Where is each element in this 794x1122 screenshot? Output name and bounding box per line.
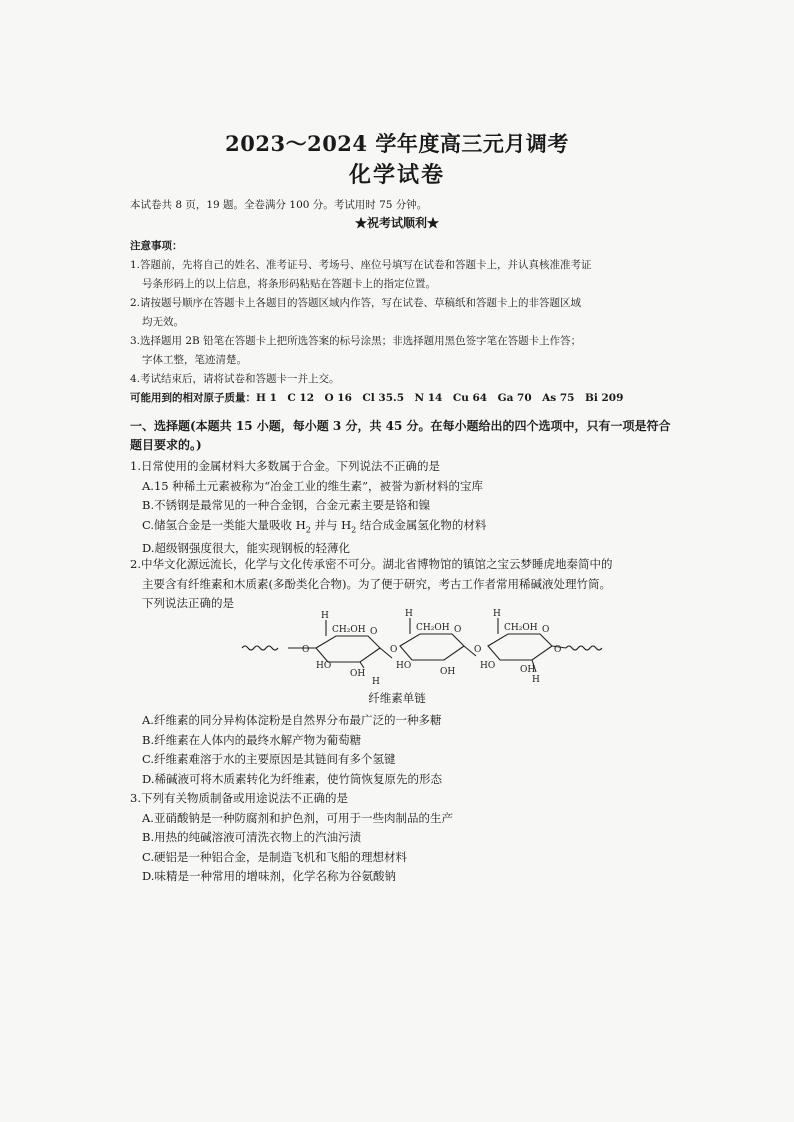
group-label: O <box>302 645 310 655</box>
note-line: 1.答题前，先将自己的姓名、准考证号、考场号、座位号填写在试卷和答题卡上，并认真核准准考证 <box>130 259 592 271</box>
group-label: O <box>554 645 562 655</box>
glucose-ring <box>316 636 380 662</box>
note-line: 均无效。 <box>142 316 184 328</box>
glucose-ring <box>488 634 552 660</box>
exam-subject: 化学试卷 <box>348 162 445 188</box>
group-label: OH <box>440 667 456 677</box>
note-line: 2.请按题号顺序在答题卡上各题目的答题区域内作答，写在试卷、草稿纸和答题卡上的非答题区域 <box>130 297 582 309</box>
group-label: CH₂OH <box>332 625 366 635</box>
option-a: A.15 种稀土元素被称为“冶金工业的维生素”，被誉为新材料的宝库 <box>142 478 484 493</box>
subscript: 2 <box>351 524 357 534</box>
group-label: HO <box>316 661 332 671</box>
group-label: O <box>474 645 482 655</box>
question-2-options <box>130 711 720 789</box>
option-a: A.纤维素的同分异构体淀粉是自然界分布最广泛的一种多糖 <box>142 713 442 727</box>
group-label: OH <box>350 669 366 679</box>
atom-label: H <box>493 609 501 619</box>
option-b: B.用热的纯碱溶液可清洗衣物上的汽油污渍 <box>142 830 362 844</box>
exam-title: 2023～2024 学年度高三元月调考 <box>225 131 569 156</box>
section-line: 题目要求的。) <box>130 438 202 452</box>
good-luck-banner: ★祝考试顺利★ <box>354 216 439 230</box>
figure-caption: 纤维素单链 <box>368 691 426 705</box>
notes-block <box>130 237 690 408</box>
cellulose-structure-diagram <box>240 606 620 686</box>
group-label: OH <box>520 665 536 675</box>
note-line: 3.选择题用 2B 铅笔在答题卡上把所选答案的标号涂黑；非选择题用黑色签字笔在答题卡上作答； <box>130 335 582 347</box>
question-3 <box>130 789 720 887</box>
atom-label: H <box>532 675 540 685</box>
option-c: C.纤维素难溶于水的主要原因是其链间有多个氢键 <box>142 752 396 766</box>
atom-label: H <box>321 611 329 621</box>
glucose-ring <box>400 634 464 660</box>
option-b: B.不锈钢是最常见的一种合金钢，合金元素主要是铬和镍 <box>142 498 431 512</box>
question-1 <box>130 457 720 559</box>
exam-meta: 本试卷共 8 页，19 题。全卷满分 100 分。考试用时 75 分钟。 <box>130 199 428 211</box>
group-label: HO <box>480 661 496 671</box>
atom-label: H <box>405 609 413 619</box>
atom-label: O <box>370 627 378 637</box>
question-2 <box>130 555 720 614</box>
chain-wavy-right <box>566 646 602 650</box>
note-line: 4.考试结束后，请将试卷和答题卡一并上交。 <box>130 373 340 385</box>
option-c: C.硬铝是一种铝合金，是制造飞机和飞船的理想材料 <box>142 849 408 864</box>
option-c-text: 结合成金属氢化物的材料 <box>356 517 487 532</box>
group-label: CH₂OH <box>504 623 538 633</box>
group-label: CH₂OH <box>416 623 450 633</box>
option-d: D.味精是一种常用的增味剂，化学名称为谷氨酸钠 <box>142 869 396 883</box>
option-c-text: 并与 H <box>310 517 352 532</box>
option-b: B.纤维素在人体内的最终水解产物为葡萄糖 <box>142 732 362 747</box>
atom-label: O <box>542 625 550 635</box>
subscript: 2 <box>305 524 311 534</box>
group-label: HO <box>396 661 412 671</box>
option-d: D.超级钢强度很大，能实现钢板的轻薄化 <box>142 541 350 556</box>
question-stem: 主要含有纤维素和木质素(多酚类化合物)。为了便于研究，考古工作者常用稀碱液处理竹筒。 <box>142 576 611 591</box>
atomic-mass-line: 可能用到的相对原子质量：H 1 C 12 O 16 Cl 35.5 N 14 Cu 64 Ga 70 As 75 Bi 209 <box>130 392 624 404</box>
option-c-text: C.储氢合金是一类能大量吸收 H <box>142 517 306 532</box>
notes-heading: 注意事项： <box>130 240 183 252</box>
section-line: 一、选择题(本题共 15 小题，每小题 3 分，共 45 分。在每小题给出的四个选项中，只有一项是符合 <box>130 419 671 433</box>
option-d: D.稀碱液可将木质素转化为纤维素，使竹筒恢复原先的形态 <box>142 771 442 786</box>
group-label: O <box>390 645 398 655</box>
section-heading <box>130 417 718 455</box>
question-stem: 下列说法正确的是 <box>142 596 234 610</box>
atom-label: H <box>372 677 380 686</box>
question-stem: 3.下列有关物质制备或用途说法不正确的是 <box>130 791 348 805</box>
note-line: 字体工整，笔迹清楚。 <box>142 354 247 366</box>
option-c <box>130 516 720 540</box>
option-a: A.亚硝酸钠是一种防腐剂和护色剂，可用于一些肉制品的生产 <box>142 810 453 825</box>
question-stem: 1.日常使用的金属材料大多数属于合金。下列说法不正确的是 <box>130 459 440 473</box>
atom-label: O <box>454 625 462 635</box>
question-stem: 2.中华文化源远流长，化学与文化传承密不可分。湖北省博物馆的镇馆之宝云梦睡虎地秦简中的 <box>130 557 613 571</box>
note-line: 号条形码上的以上信息，将条形码粘贴在答题卡上的指定位置。 <box>142 278 436 290</box>
chain-wavy-left <box>242 646 278 650</box>
